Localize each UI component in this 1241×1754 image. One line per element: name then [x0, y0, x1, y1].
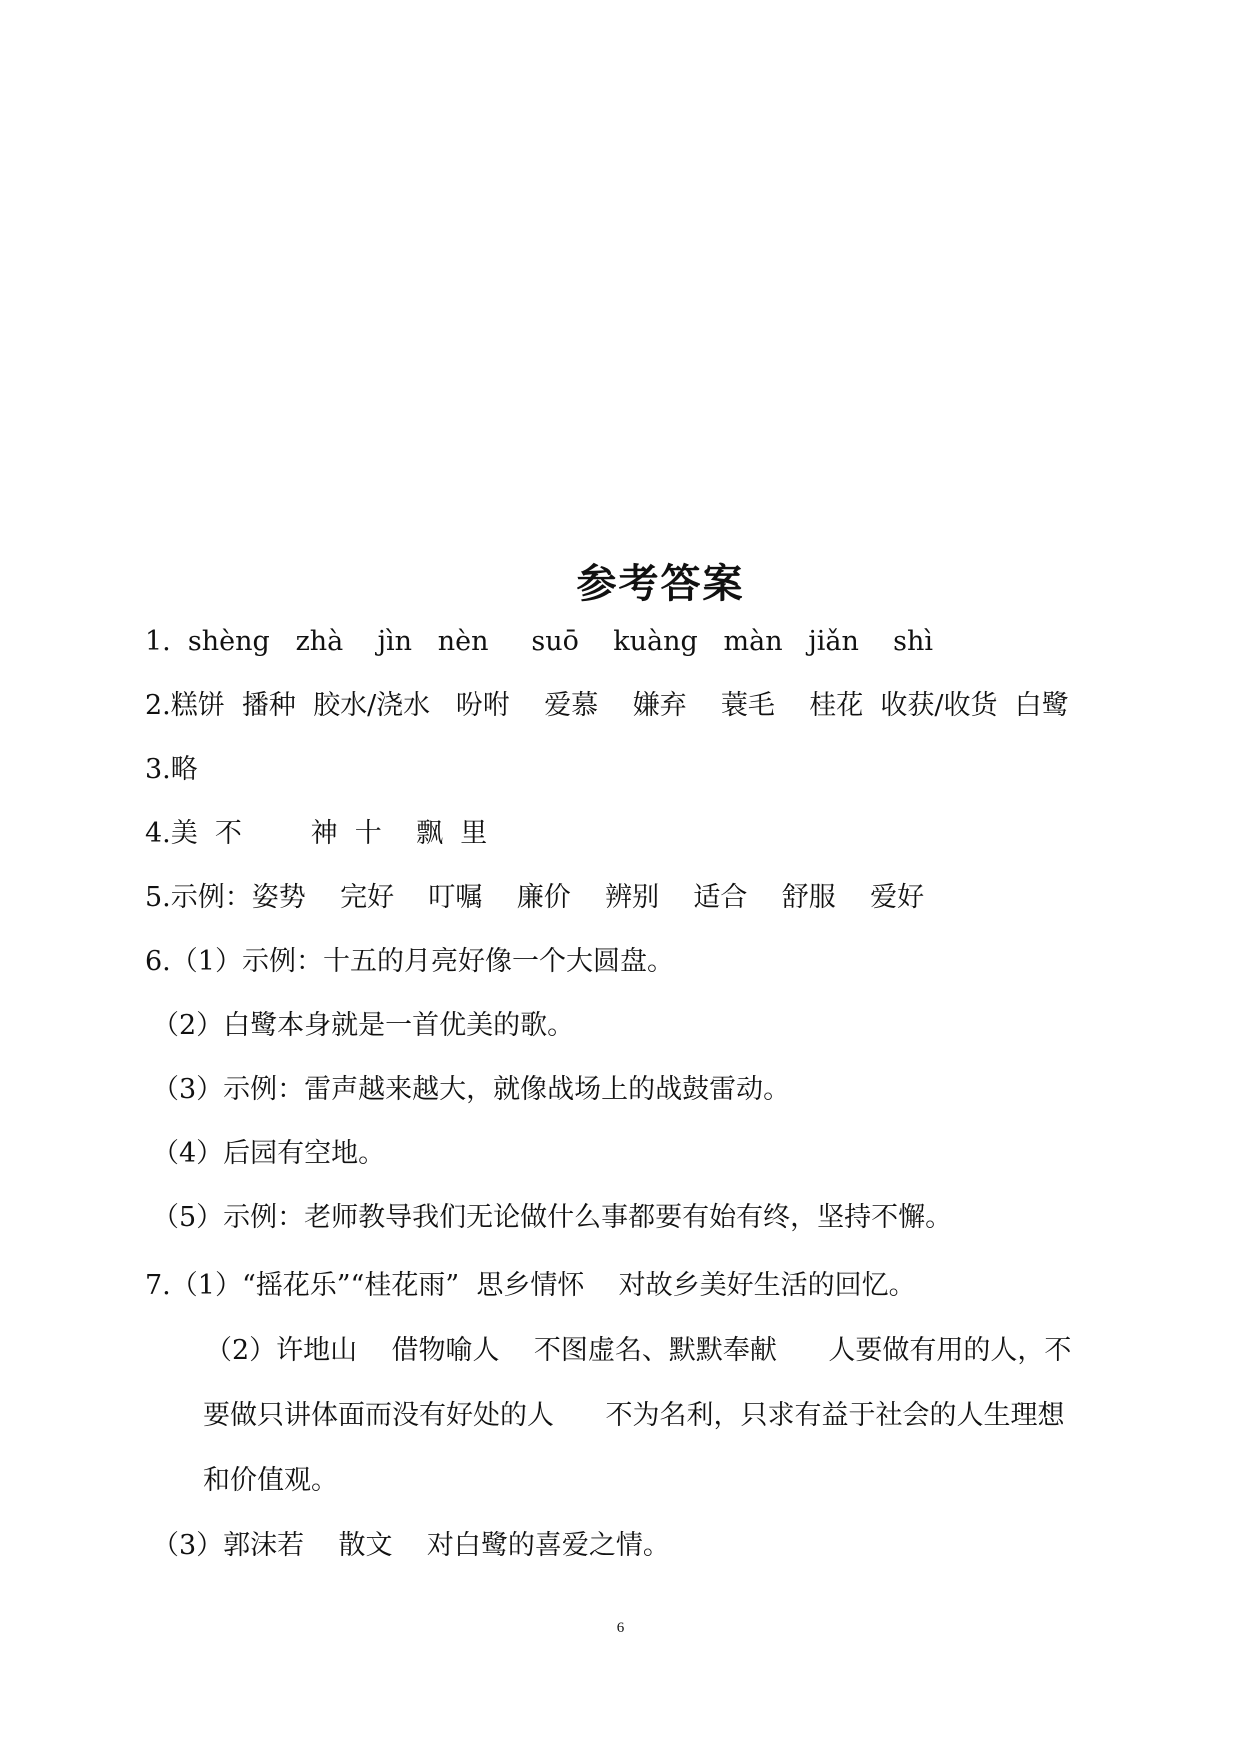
answer-6-4: （4）后园有空地。: [152, 1138, 386, 1169]
page-number: 6: [616, 1620, 625, 1636]
page-title: 参考答案: [576, 561, 745, 607]
answer-6-3: （3）示例：雷声越来越大，就像战场上的战鼓雷动。: [152, 1074, 791, 1105]
answer-5: 5.示例：姿势 完好 叮嘱 廉价 辨别 适合 舒服 爱好: [145, 882, 925, 913]
answer-3: 3.略: [145, 754, 198, 785]
answer-7-1: 7.（1）“摇花乐”“桂花雨” 思乡情怀 对故乡美好生活的回忆。: [145, 1270, 916, 1301]
answer-1-pinyin: 1. shèng zhà jìn nèn suō kuàng màn jiǎn shì: [145, 626, 934, 657]
answer-7-3: （3）郭沫若 散文 对白鹭的喜爱之情。: [152, 1530, 670, 1561]
answer-6-1: 6.（1）示例：十五的月亮好像一个大圆盘。: [145, 946, 674, 977]
answer-7-2-line1: （2）许地山 借物喻人 不图虚名、默默奉献 人要做有用的人，不: [205, 1335, 1072, 1366]
answer-7-2-line2: 要做只讲体面而没有好处的人 不为名利，只求有益于社会的人生理想: [203, 1400, 1065, 1431]
answer-4: 4.美 不 神 十 飘 里: [145, 818, 488, 849]
answer-2-words: 2.糕饼 播种 胶水/浇水 吩咐 爱慕 嫌弃 蓑毛 桂花 收获/收货 白鹭: [145, 690, 1069, 721]
answer-6-5: （5）示例：老师教导我们无论做什么事都要有始有终，坚持不懈。: [152, 1202, 953, 1233]
answer-7-2-line3: 和价值观。: [203, 1465, 338, 1496]
answer-6-2: （2）白鹭本身就是一首优美的歌。: [152, 1010, 575, 1041]
